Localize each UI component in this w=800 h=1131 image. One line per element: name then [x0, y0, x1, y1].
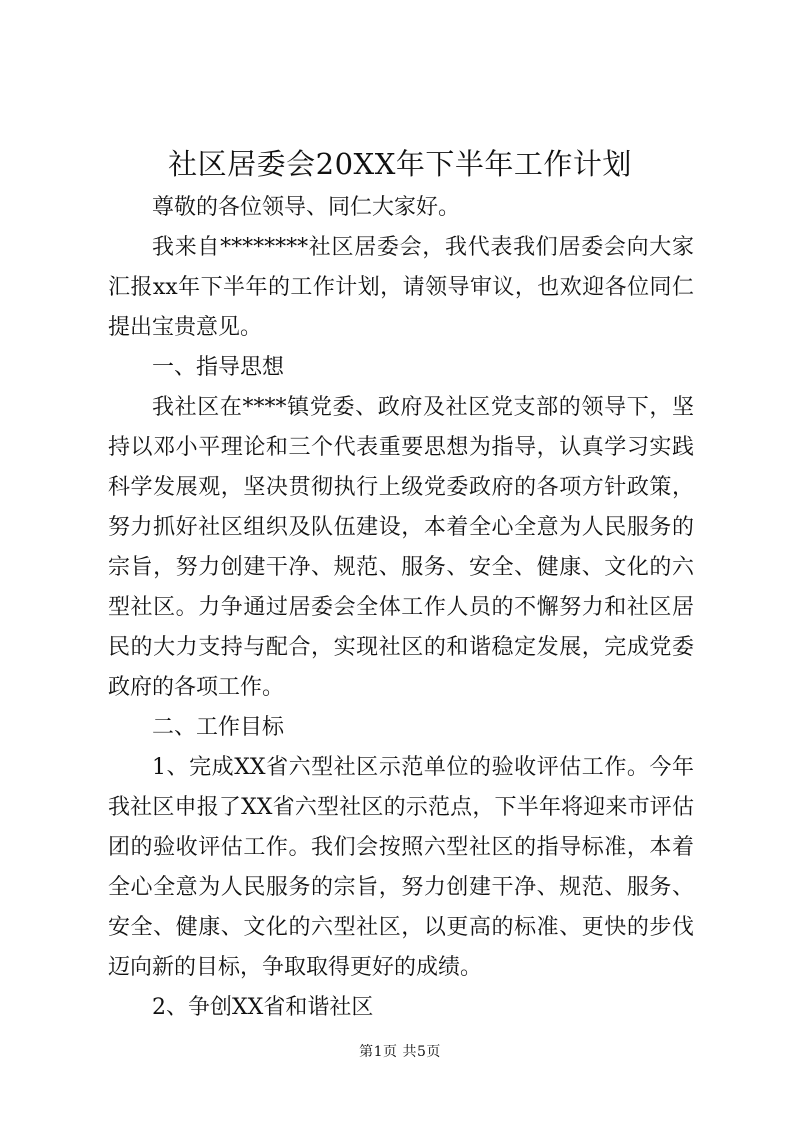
paragraph-goal-1: 1、完成XX省六型社区示范单位的验收评估工作。今年我社区申报了XX省六型社区的示范点，下半年将迎来市评估团的验收评估工作。我们会按照六型社区的指导标准，本着全心全意为人民服务的宗旨，努力创建干净、规范、服务、安全、健康、文化的六型社区，以更高的标准、更快的步伐迈向新的目标，争取取得更好的成绩。 [108, 755, 694, 980]
paragraph-goal-2: 2、争创XX省和谐社区 [152, 995, 374, 1020]
document-title: 社区居委会20XX年下半年工作计划 [168, 147, 632, 181]
paragraph-intro: 我来自********社区居委会，我代表我们居委会向大家汇报xx年下半年的工作计划，请领导审议，也欢迎各位同仁提出宝贵意见。 [108, 235, 694, 340]
paragraph-greeting: 尊敬的各位领导、同仁大家好。 [152, 195, 461, 220]
section-heading-guiding-thought: 一、指导思想 [152, 355, 285, 380]
section-heading-work-goals: 二、工作目标 [152, 715, 285, 740]
document-body [108, 188, 694, 1028]
paragraph-guiding-thought: 我社区在****镇党委、政府及社区党支部的领导下，坚持以邓小平理论和三个代表重要思想为指导，认真学习实践科学发展观，坚决贯彻执行上级党委政府的各项方针政策，努力抓好社区组织及队伍建设，本着全心全意为人民服务的宗旨，努力创建干净、规范、服务、安全、健康、文化的六型社区。力争通过居委会全体工作人员的不懈努力和社区居民的大力支持与配合，实现社区的和谐稳定发展，完成党委政府的各项工作。 [108, 395, 694, 700]
page-footer: 第1页 共5页 [359, 1044, 441, 1060]
